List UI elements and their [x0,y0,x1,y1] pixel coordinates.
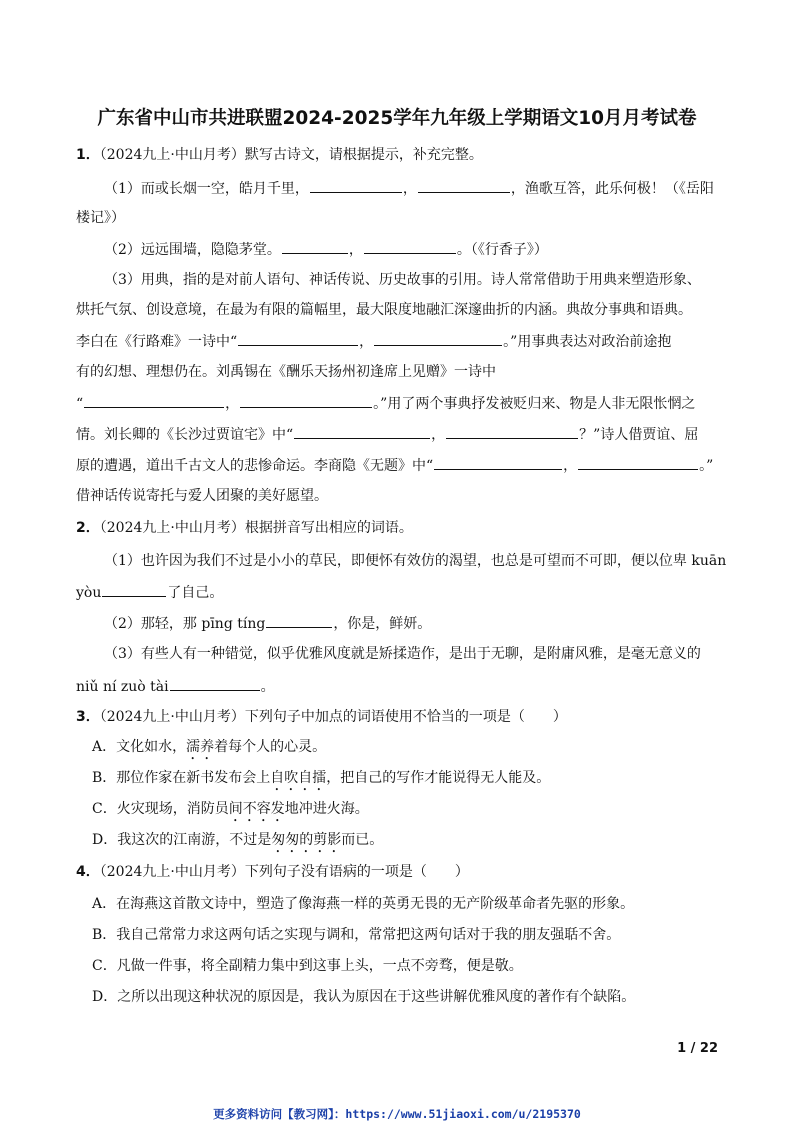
pinyin: （2）那轻，那 pīng tíng [104,616,266,632]
footer-link[interactable]: 更多资料访问【教习网】：https://www.51jiaoxi.com/u/2195370 [213,1107,581,1121]
answer-blank[interactable] [434,455,562,470]
answer-blank[interactable] [364,239,456,254]
text-segment: C．火灾现场，消防员 [92,801,229,817]
q4-option-a[interactable]: A．在海燕这首散文诗中，塑造了像海燕一样的英勇无畏的无产阶级革命者先驱的形象。 [92,896,635,912]
text-segment: 着每个人的心灵。 [214,739,327,755]
answer-blank[interactable] [294,424,430,439]
answer-blank[interactable] [240,393,372,408]
q1-part3-line3 [76,331,671,352]
q2-part1-line2 [76,582,223,603]
text-segment: （1）而或长烟一空，皓月千里， [104,181,309,197]
q1-part3-line7 [76,455,713,476]
question-prompt: （2024九上·中山月考）根据拼音写出相应的词语。 [99,520,413,536]
question-number: 4． [76,864,100,880]
answer-blank[interactable] [310,178,402,193]
text-segment: 。” [699,458,714,474]
question-3-header [76,707,567,727]
page-number: 1 / 22 [677,1041,718,1056]
emphasized-word: 匆匆的剪影 [271,832,342,848]
answer-blank[interactable] [446,424,578,439]
q2-part1-line1: （1）也许因为我们不过是小小的草民，即便怀有效仿的渴望，也总是可望而不可即，便以位卑 kuān [104,553,727,569]
question-number: 2． [76,520,100,536]
text-segment: 了自己。 [167,585,224,601]
text-segment: 原的遭遇，道出千古文人的悲惨命运。李商隐《无题》中“ [76,458,434,474]
q3-option-b[interactable] [92,768,550,794]
text-segment: ？”诗人借贾谊、屈 [579,427,699,443]
q1-part3-line5 [76,393,695,414]
text-segment: ， [563,458,578,474]
text-segment: ， [225,396,240,412]
text-segment: “ [76,396,84,412]
document-title: 广东省中山市共进联盟2024-2025学年九年级上学期语文10月月考试卷 [97,108,697,129]
q4-option-c[interactable]: C．凡做一件事，将全副精力集中到这事上头，一点不旁骛，便是敬。 [92,958,523,974]
text-segment: ，渔歌互答，此乐何极！（《岳阳 [510,181,714,197]
answer-blank[interactable] [282,239,348,254]
answer-blank[interactable] [374,331,502,346]
q3-option-c[interactable] [92,799,369,825]
answer-blank[interactable] [238,331,358,346]
question-prompt: （2024九上·中山月考）下列句子中加点的词语使用不恰当的一项是（ ） [99,709,567,725]
q1-part1-line2: 楼记》） [76,210,125,226]
q1-part3-line6 [76,424,698,445]
text-segment: ， [431,427,446,443]
question-prompt: （2024九上·中山月考）下列句子没有语病的一项是（ ） [99,864,469,880]
question-4-header [76,862,469,882]
emphasized-word: 濡养 [186,739,215,755]
text-segment: 地冲进火海。 [284,801,369,817]
text-segment: 。（《行香子》） [456,242,548,258]
question-prompt: （2024九上·中山月考）默写古诗文，请根据提示，补充完整。 [99,147,483,163]
question-number: 1． [76,147,100,163]
answer-blank[interactable] [578,455,698,470]
text-segment: （2）远远围墙，隐隐茅堂。 [104,242,281,258]
q4-option-d[interactable]: D．之所以出现这种状况的原因是，我认为原因在于这些讲解优雅风度的著作有个缺陷。 [92,989,636,1005]
pinyin: yòu [76,585,102,601]
q1-part1-line1 [104,178,714,199]
q1-part3-line1: （3）用典，指的是对前人语句、神话传说、历史故事的引用。诗人常常借助于用典来塑造形象、 [104,272,701,288]
q1-part2 [104,239,548,260]
answer-blank[interactable] [266,613,332,628]
q4-option-b[interactable]: B．我自己常常力求这两句话之实现与调和，常常把这两句话对于我的朋友强聒不舍。 [92,927,621,943]
q2-part3-line1: （3）有些人有一种错觉，似乎优雅风度就是矫揉造作，是出于无聊，是附庸风雅，是毫无意义的 [104,646,701,662]
text-segment: 。”用了两个事典抒发被贬归来、物是人非无限怅惘之 [373,396,696,412]
text-segment: ， [348,242,363,258]
q3-option-a[interactable] [92,737,326,763]
question-2-header [76,518,413,538]
q1-part3-line8: 借神话传说寄托与爱人团聚的美好愿望。 [76,488,328,504]
q1-part3-line4: 有的幻想、理想仍在。刘禹锡在《酬乐天扬州初逢席上见赠》一诗中 [76,364,496,380]
text-segment: A．文化如水， [92,739,187,755]
q2-part3-line2 [76,676,275,697]
q3-option-d[interactable] [92,830,383,856]
text-segment: ， [402,181,417,197]
text-segment: ，把自己的写作才能说得无人能及。 [326,770,551,786]
text-segment: B．那位作家在新书发布会上 [92,770,271,786]
emphasized-word: 间不容发 [228,801,285,817]
text-segment: 情。刘长卿的《长沙过贾谊宅》中“ [76,427,294,443]
answer-blank[interactable] [418,178,510,193]
text-segment: ， [359,334,374,350]
text-segment: 。”用事典表达对政治前途抱 [503,334,672,350]
answer-blank[interactable] [84,393,224,408]
answer-blank[interactable] [102,582,166,597]
emphasized-word: 自吹自擂 [270,770,327,786]
pinyin: niǔ ní zuò tài [76,679,169,695]
text-segment: 李白在《行路难》一诗中“ [76,334,238,350]
q2-part2 [104,613,431,634]
question-1-header [76,145,483,165]
question-number: 3． [76,709,100,725]
text-segment: 。 [260,679,275,695]
text-segment: ，你是，鲜妍。 [333,616,432,632]
text-segment: 而已。 [341,832,384,848]
text-segment: D．我这次的江南游，不过是 [92,832,272,848]
q1-part3-line2: 烘托气氛、创设意境，在最为有限的篇幅里，最大限度地融汇深邃曲折的内涵。典故分事典和语典。 [76,302,692,318]
answer-blank[interactable] [170,676,260,691]
